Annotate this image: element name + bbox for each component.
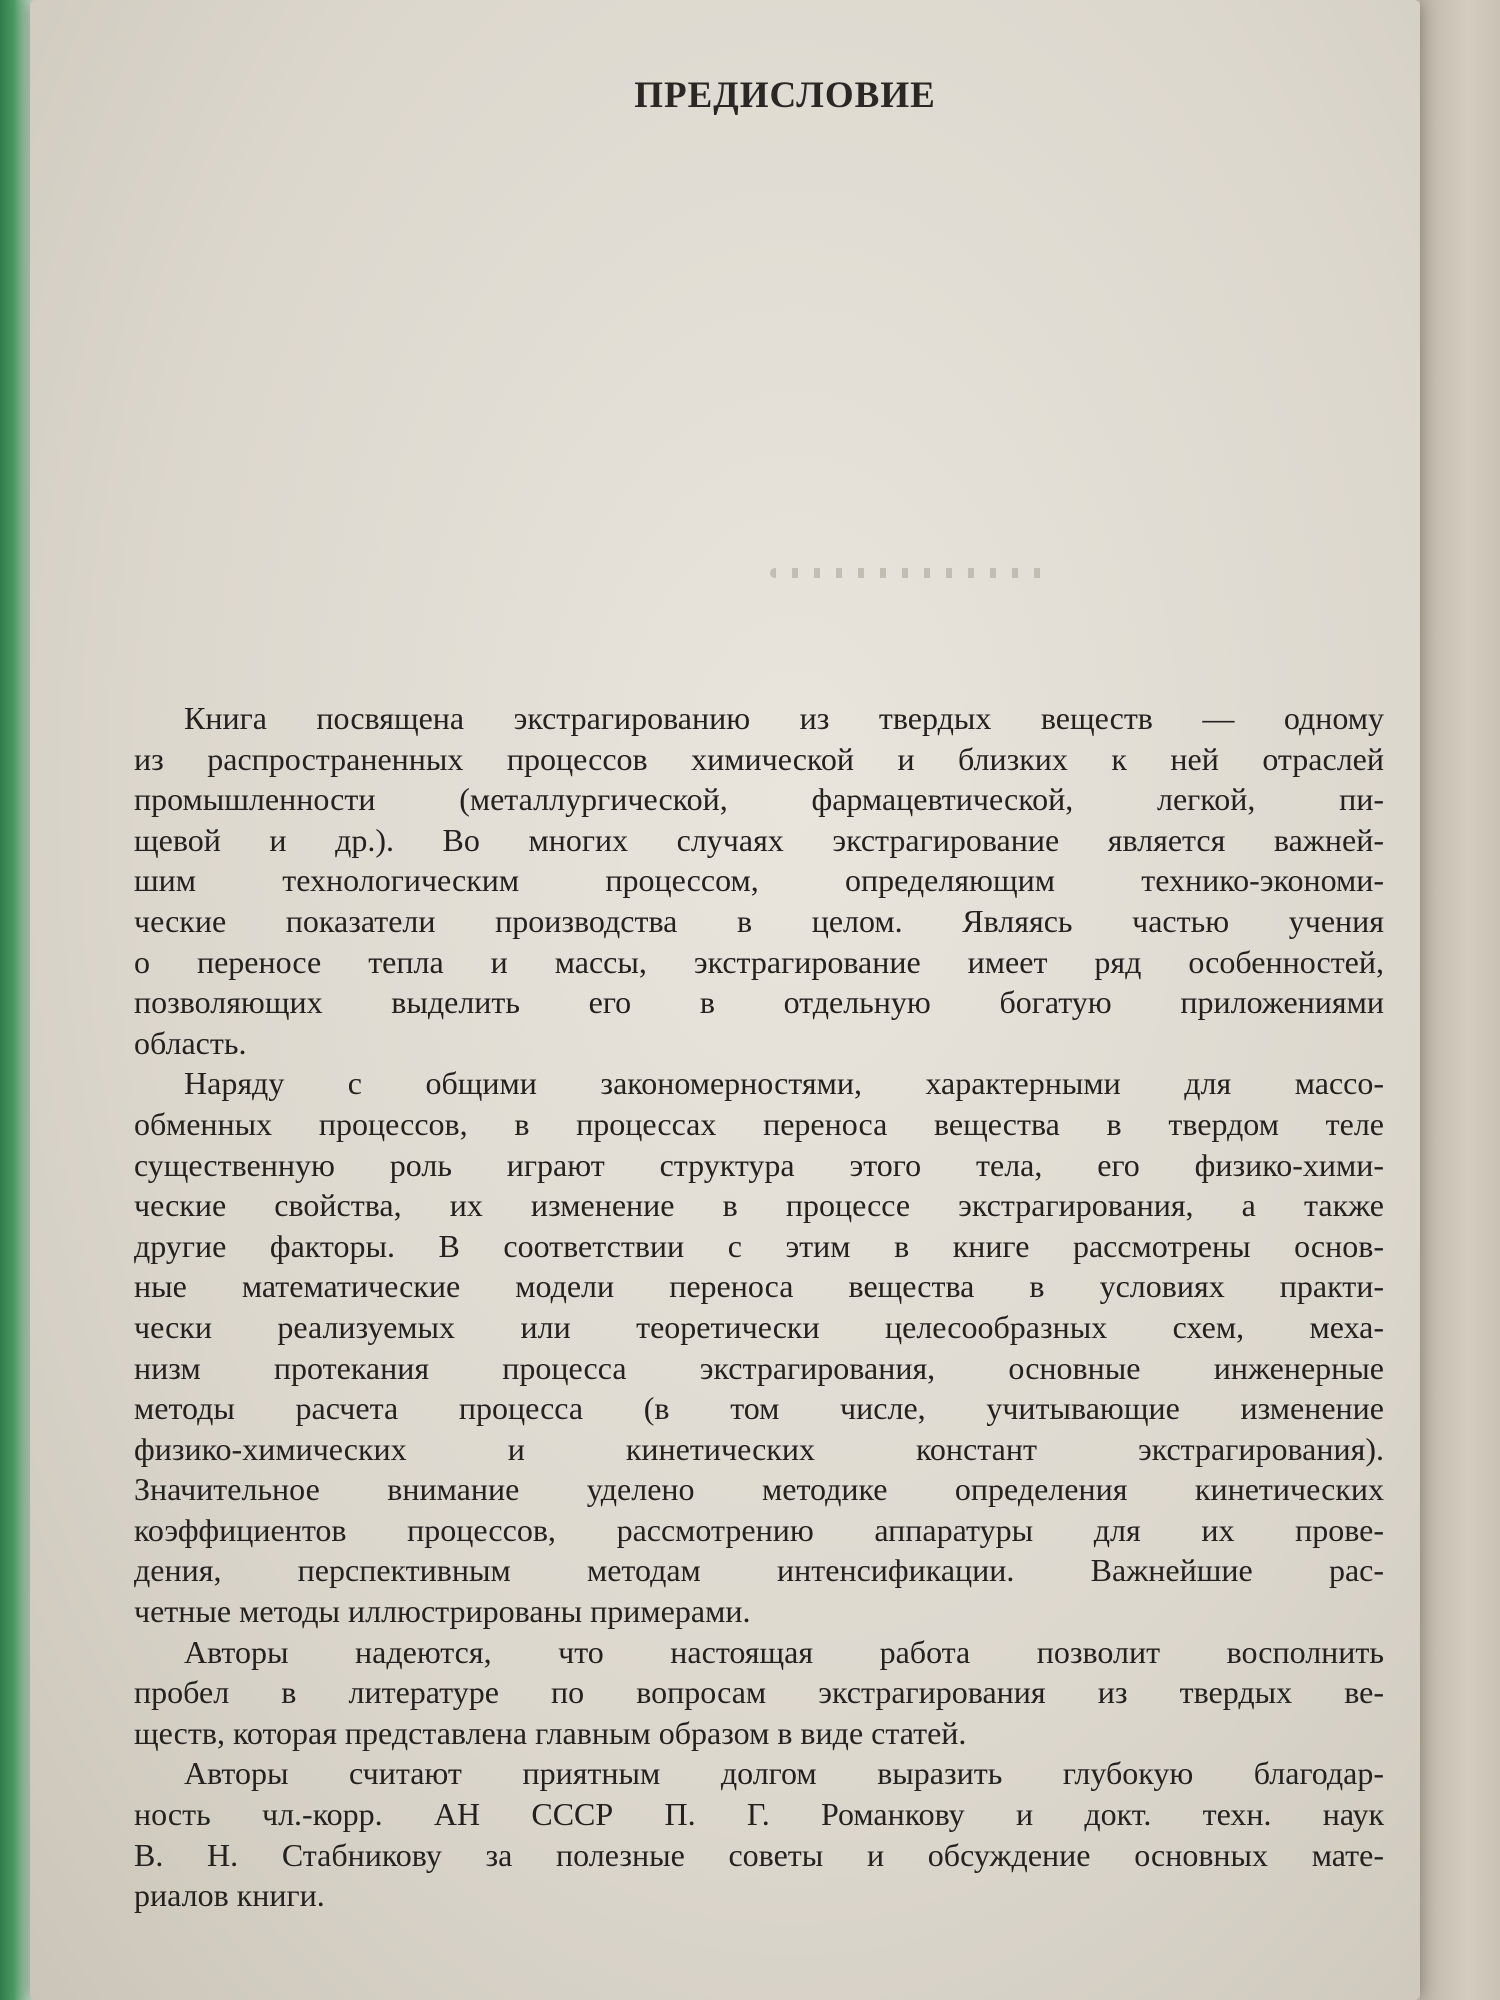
text-line: Значительное внимание уделено методике определения кинетических <box>134 1471 1384 1508</box>
text-line: В. Н. Стабникову за полезные советы и обсуждение основных мате- <box>134 1836 1384 1873</box>
text-line: существенную роль играют структура этого тела, его физико-хими- <box>134 1146 1384 1183</box>
paragraph-4 <box>134 1753 1384 1915</box>
paragraph-3 <box>134 1632 1384 1754</box>
text-line: Авторы надеются, что настоящая работа позволит восполнить <box>184 1633 1384 1670</box>
text-line: о переносе тепла и массы, экстрагирование имеет ряд особенностей, <box>134 943 1384 980</box>
text-line: физико-химических и кинетических констант экстрагирования). <box>134 1430 1384 1467</box>
text-line: обменных процессов, в процессах переноса вещества в твердом теле <box>134 1105 1384 1142</box>
text-line: ческие свойства, их изменение в процессе экстрагирования, а также <box>134 1187 1384 1224</box>
desk-background-left <box>0 0 34 2000</box>
text-line: низм протекания процесса экстрагирования, основные инженерные <box>134 1349 1384 1386</box>
text-line: промышленности (металлургической, фармацевтической, легкой, пи- <box>134 781 1384 818</box>
preface-body <box>134 698 1384 1916</box>
text-line: дения, перспективным методам интенсификации. Важнейшие рас- <box>134 1552 1384 1589</box>
text-line: позволяющих выделить его в отдельную богатую приложениями <box>134 984 1384 1021</box>
embossed-dots-decoration <box>770 568 1050 578</box>
text-line: из распространенных процессов химической и близких к ней отраслей <box>134 740 1384 777</box>
page-title: ПРЕДИСЛОВИЕ <box>634 75 936 116</box>
text-line: шим технологическим процессом, определяющим технико-экономи- <box>134 862 1384 899</box>
text-line: чески реализуемых или теоретически целесообразных схем, меха- <box>134 1308 1384 1345</box>
paragraph-2 <box>134 1063 1384 1631</box>
text-line: риалов книги. <box>134 1877 325 1914</box>
adjacent-page-edge <box>1420 0 1500 2000</box>
text-line: ность чл.-корр. АН СССР П. Г. Романкову и докт. техн. наук <box>134 1796 1384 1833</box>
paragraph-1 <box>134 698 1384 1063</box>
text-line: методы расчета процесса (в том числе, учитывающие изменение <box>134 1390 1384 1427</box>
text-line: область. <box>134 1024 247 1061</box>
text-line: четные методы иллюстрированы примерами. <box>134 1593 751 1630</box>
text-line: ческие показатели производства в целом. Являясь частью учения <box>134 902 1384 939</box>
text-line: Книга посвящена экстрагированию из твердых веществ — одному <box>184 700 1384 736</box>
text-line: ные математические модели переноса вещества в условиях практи- <box>134 1268 1384 1305</box>
text-line: ществ, которая представлена главным образом в виде статей. <box>134 1714 967 1751</box>
text-line: пробел в литературе по вопросам экстрагирования из твердых ве- <box>134 1674 1384 1711</box>
text-line: коэффициентов процессов, рассмотрению аппаратуры для их прове- <box>134 1511 1384 1548</box>
text-line: другие факторы. В соответствии с этим в книге рассмотрены основ- <box>134 1227 1384 1264</box>
text-line: щевой и др.). Во многих случаях экстрагирование является важней- <box>134 821 1384 858</box>
text-line: Наряду с общими закономерностями, характерными для массо- <box>184 1065 1384 1102</box>
text-line: Авторы считают приятным долгом выразить глубокую благодар- <box>184 1755 1384 1792</box>
